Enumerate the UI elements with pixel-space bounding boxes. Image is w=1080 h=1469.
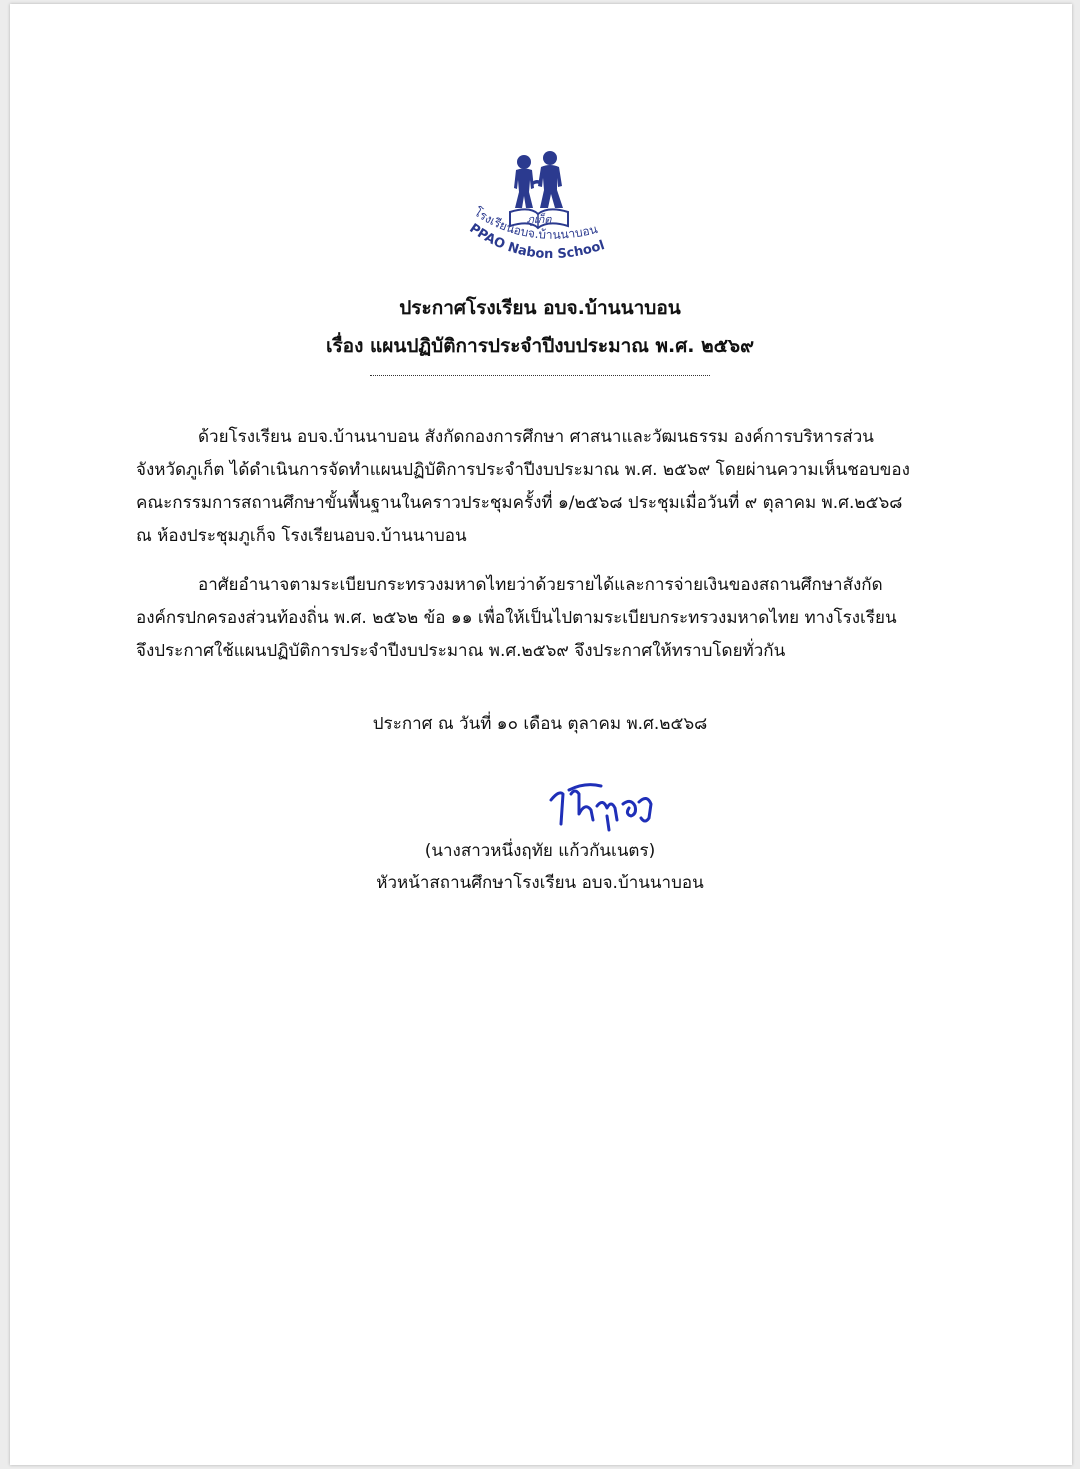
paragraph-line: ณ ห้องประชุมภูเก็จ โรงเรียนอบจ.บ้านนาบอน (136, 526, 467, 546)
announcement-date: ประกาศ ณ วันที่ ๑๐ เดือน ตุลาคม พ.ศ.๒๕๖๘ (372, 714, 708, 734)
body-paragraph-1 (136, 421, 946, 553)
signature-image (545, 780, 665, 835)
paragraph-line: อาศัยอำนาจตามระเบียบกระทรวงมหาดไทยว่าด้วยรายได้และการจ่ายเงินของสถานศึกษาสังกัด (198, 575, 883, 595)
svg-text:PPAO Nabon School: PPAO Nabon School (466, 221, 607, 263)
paragraph-line: ด้วยโรงเรียน อบจ.บ้านนาบอน สังกัดกองการศึกษา ศาสนาและวัฒนธรรม องค์การบริหารส่วน (198, 427, 874, 447)
announcement-title: ประกาศโรงเรียน อบจ.บ้านนาบอน (399, 297, 681, 319)
school-logo (460, 150, 630, 275)
paragraph-line: จังหวัดภูเก็ต ได้ดำเนินการจัดทำแผนปฏิบัติการประจำปีงบประมาณ พ.ศ. ๒๕๖๙ โดยผ่านความเห็นชอบของ (136, 460, 910, 480)
announcement-subject: เรื่อง แผนปฏิบัติการประจำปีงบประมาณ พ.ศ. ๒๕๖๙ (325, 335, 755, 357)
svg-text:ภูเก็ต: ภูเก็ต (526, 213, 552, 226)
svg-text:โรงเรียนอบจ.บ้านนาบอน: โรงเรียนอบจ.บ้านนาบอน (471, 204, 599, 242)
paragraph-line: จึงประกาศใช้แผนปฏิบัติการประจำปีงบประมาณ พ.ศ.๒๕๖๙ จึงประกาศให้ทราบโดยทั่วกัน (136, 641, 786, 661)
signatory-name: (นางสาวหนึ่งฤทัย แก้วกันเนตร) (424, 841, 656, 861)
body-paragraph-2 (136, 569, 946, 668)
title-divider (370, 375, 710, 376)
paragraph-line: คณะกรรมการสถานศึกษาขั้นพื้นฐานในคราวประชุมครั้งที่ ๑/๒๕๖๘ ประชุมเมื่อวันที่ ๙ ตุลาคม พ.ศ.๒๕๖๘ (136, 493, 903, 513)
paragraph-line: องค์กรปกครองส่วนท้องถิ่น พ.ศ. ๒๕๖๒ ข้อ ๑๑ เพื่อให้เป็นไปตามระเบียบกระทรวงมหาดไทย ทางโรงเรียน (136, 608, 897, 628)
signatory-position: หัวหน้าสถานศึกษาโรงเรียน อบจ.บ้านนาบอน (376, 873, 704, 893)
